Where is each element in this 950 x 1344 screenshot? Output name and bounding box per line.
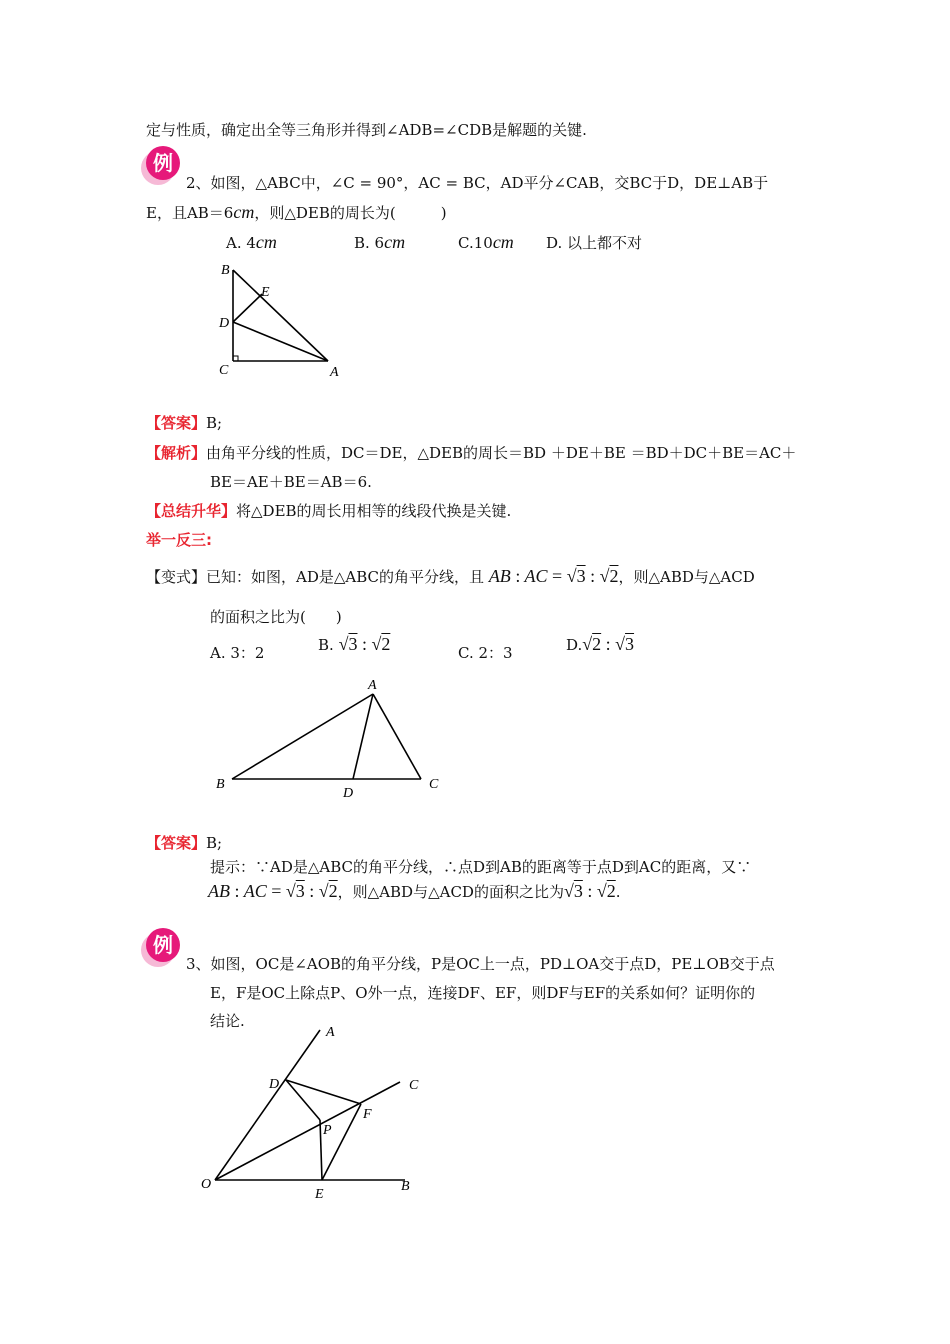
example2-option-c: C.10cm xyxy=(458,232,514,252)
example2-option-b: B. 6cm xyxy=(354,232,406,252)
variant-option-b: B. √3 : √2 xyxy=(318,634,391,654)
triangle-abd-figure xyxy=(210,672,450,802)
label-a: A xyxy=(330,365,339,380)
label-b: B xyxy=(401,1179,410,1194)
practice-heading: 举一反三: xyxy=(146,531,212,549)
example-badge-icon: 例 xyxy=(146,928,180,962)
example3-line1: 3、如图，OC是∠AOB的角平分线，P是OC上一点，PD⊥OA交于点D，PE⊥OB交于点 xyxy=(186,955,775,973)
example2-option-a: A. 4cm xyxy=(226,232,277,252)
segment-df xyxy=(286,1080,361,1104)
segment-pe xyxy=(320,1120,322,1180)
label-b: B xyxy=(221,263,230,278)
label-a: A xyxy=(326,1025,335,1040)
segment-ab xyxy=(232,694,373,779)
label-d: D xyxy=(343,786,354,801)
summary-line: 【总结升华】将△DEB的周长用相等的线段代换是关键. xyxy=(146,502,512,520)
label-c: C xyxy=(429,777,439,792)
example3-line2: E，F是OC上除点P、O外一点，连接DF、EF，则DF与EF的关系如何？证明你的 xyxy=(210,984,756,1002)
label-f: F xyxy=(363,1107,372,1122)
hint-line2: AB : AC = √3 : √2，则△ABD与△ACD的面积之比为√3 : √2. xyxy=(208,881,621,901)
example2-line2: E，且AB＝6cm，则△DEB的周长为( ) xyxy=(146,202,447,222)
label-o: O xyxy=(201,1177,212,1192)
ray-oc xyxy=(215,1082,400,1180)
label-p: P xyxy=(323,1123,332,1138)
label-b: B xyxy=(216,777,225,792)
analysis-line1: 【解析】由角平分线的性质，DC＝DE，△DEB的周长＝BD ＋DE＋BE ＝BD＋DC＋BE＝AC＋ xyxy=(146,444,797,462)
example-badge-icon: 例 xyxy=(146,146,180,180)
label-a: A xyxy=(368,678,377,693)
answer-line: 【答案】B; xyxy=(146,414,223,432)
hint-line1: 提示：∵AD是△ABC的角平分线，∴点D到AB的距离等于点D到AC的距离，又∵ xyxy=(210,858,752,876)
segment-ab xyxy=(233,270,328,361)
variant-option-a: A. 3：2 xyxy=(210,644,265,662)
example3-line3: 结论. xyxy=(210,1012,245,1030)
variant-option-d: D.√2 : √3 xyxy=(566,634,635,654)
example2-line1: 2、如图，△ABC中，∠C = 90°，AC = BC，AD平分∠CAB，交BC于D，DE⊥AB于 xyxy=(186,174,769,192)
label-c: C xyxy=(409,1078,419,1093)
segment-ad xyxy=(353,694,373,779)
ray-oa xyxy=(215,1030,320,1180)
variant-option-c: C. 2：3 xyxy=(458,644,513,662)
ratio-expression: AB : AC = √3 : √2 xyxy=(488,566,619,586)
label-c: C xyxy=(219,363,229,378)
variant-answer-line: 【答案】B; xyxy=(146,834,223,852)
label-d: D xyxy=(269,1077,280,1092)
segment-de xyxy=(233,294,262,322)
segment-ef xyxy=(322,1104,361,1180)
segment-da xyxy=(233,322,328,361)
example2-option-d: D. 以上都不对 xyxy=(546,234,643,252)
unit-cm: cm xyxy=(233,202,255,222)
label-e: E xyxy=(315,1187,324,1202)
segment-ac xyxy=(373,694,421,779)
angle-bisector-figure xyxy=(195,1020,425,1205)
hint-ratio-expression: AB : AC = √3 : √2 xyxy=(208,881,338,901)
label-d: D xyxy=(219,316,230,331)
triangle-abc-figure xyxy=(210,258,350,383)
label-e: E xyxy=(261,285,270,300)
variant-line1: 【变式】已知：如图，AD是△ABC的角平分线，且 AB : AC = √3 : √2，则△ABD与△ACD xyxy=(146,566,755,586)
intro-line: 定与性质，确定出全等三角形并得到∠ADB=∠CDB是解题的关键. xyxy=(146,121,587,139)
analysis-line2: BE＝AE＋BE＝AB＝6. xyxy=(210,473,372,491)
variant-line2: 的面积之比为( ) xyxy=(210,608,342,626)
